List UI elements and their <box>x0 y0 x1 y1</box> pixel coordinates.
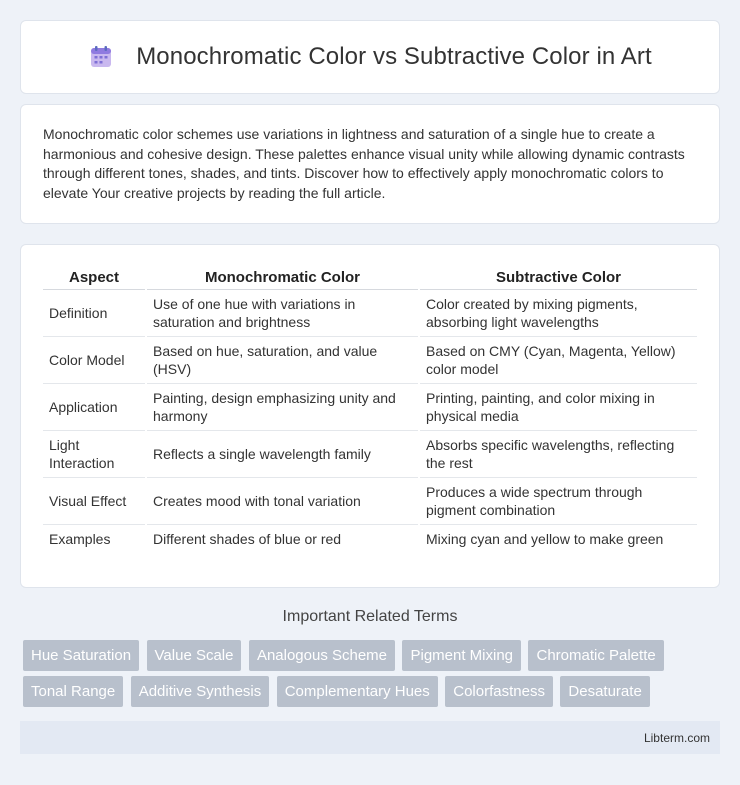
comparison-table <box>43 265 697 553</box>
row-monochromatic: Different shades of blue or red <box>146 525 419 554</box>
comparison-card <box>20 244 720 588</box>
row-aspect: Visual Effect <box>43 478 146 525</box>
related-term-tag[interactable]: Value Scale <box>147 640 242 671</box>
page-title: Monochromatic Color vs Subtractive Color in Art <box>136 43 652 70</box>
row-subtractive: Absorbs specific wavelengths, reflecting the rest <box>419 431 697 478</box>
related-term-tag[interactable]: Colorfastness <box>445 676 553 707</box>
header-monochromatic: Monochromatic Color <box>146 265 419 290</box>
row-monochromatic: Based on hue, saturation, and value (HSV) <box>146 337 419 384</box>
header-aspect: Aspect <box>43 265 146 290</box>
intro-card <box>20 104 720 224</box>
related-term-tag[interactable]: Additive Synthesis <box>131 676 270 707</box>
row-aspect: Application <box>43 384 146 431</box>
related-term-tag[interactable]: Chromatic Palette <box>528 640 663 671</box>
related-term-tag[interactable]: Pigment Mixing <box>402 640 521 671</box>
row-aspect: Light Interaction <box>43 431 146 478</box>
related-term-tag[interactable]: Analogous Scheme <box>249 640 395 671</box>
related-term-tag[interactable]: Tonal Range <box>23 676 123 707</box>
table-row <box>43 431 697 478</box>
related-term-tag[interactable]: Complementary Hues <box>277 676 438 707</box>
row-aspect: Examples <box>49 531 111 547</box>
related-term-tag[interactable]: Hue Saturation <box>23 640 139 671</box>
table-row <box>43 478 697 525</box>
table-header-row <box>43 265 697 290</box>
related-terms-list <box>23 640 723 712</box>
related-term-tag[interactable]: Desaturate <box>560 676 649 707</box>
row-subtractive: Printing, painting, and color mixing in physical media <box>419 384 697 431</box>
intro-text: Monochromatic color schemes use variations in lightness and saturation of a single hue to create a harmonious and cohesive design. These palettes enhance visual unity while allowing dynamic contrasts through different tones, shades, and tints. Discover how to effectively apply monochromatic colors to elevate Your creative projects by reading the full article. <box>43 126 685 201</box>
table-row <box>43 337 697 384</box>
row-monochromatic: Use of one hue with variations in saturation and brightness <box>146 290 419 337</box>
row-aspect: Color Model <box>43 337 146 384</box>
footer <box>20 721 720 754</box>
title-card <box>20 20 720 94</box>
row-aspect: Definition <box>43 290 146 337</box>
row-subtractive: Color created by mixing pigments, absorbing light wavelengths <box>419 290 697 337</box>
related-terms-title: Important Related Terms <box>282 608 458 625</box>
row-monochromatic: Painting, design emphasizing unity and harmony <box>146 384 419 431</box>
table-row <box>43 384 697 431</box>
table-row <box>43 525 697 554</box>
row-subtractive: Produces a wide spectrum through pigment combination <box>419 478 697 525</box>
calendar-icon <box>88 44 114 70</box>
row-monochromatic: Reflects a single wavelength family <box>146 431 419 478</box>
row-monochromatic: Creates mood with tonal variation <box>146 478 419 525</box>
header-subtractive: Subtractive Color <box>419 265 697 290</box>
footer-site-link[interactable]: Libterm.com <box>643 730 710 745</box>
table-row <box>43 290 697 337</box>
row-subtractive: Mixing cyan and yellow to make green <box>419 525 697 554</box>
row-subtractive: Based on CMY (Cyan, Magenta, Yellow) color model <box>419 337 697 384</box>
